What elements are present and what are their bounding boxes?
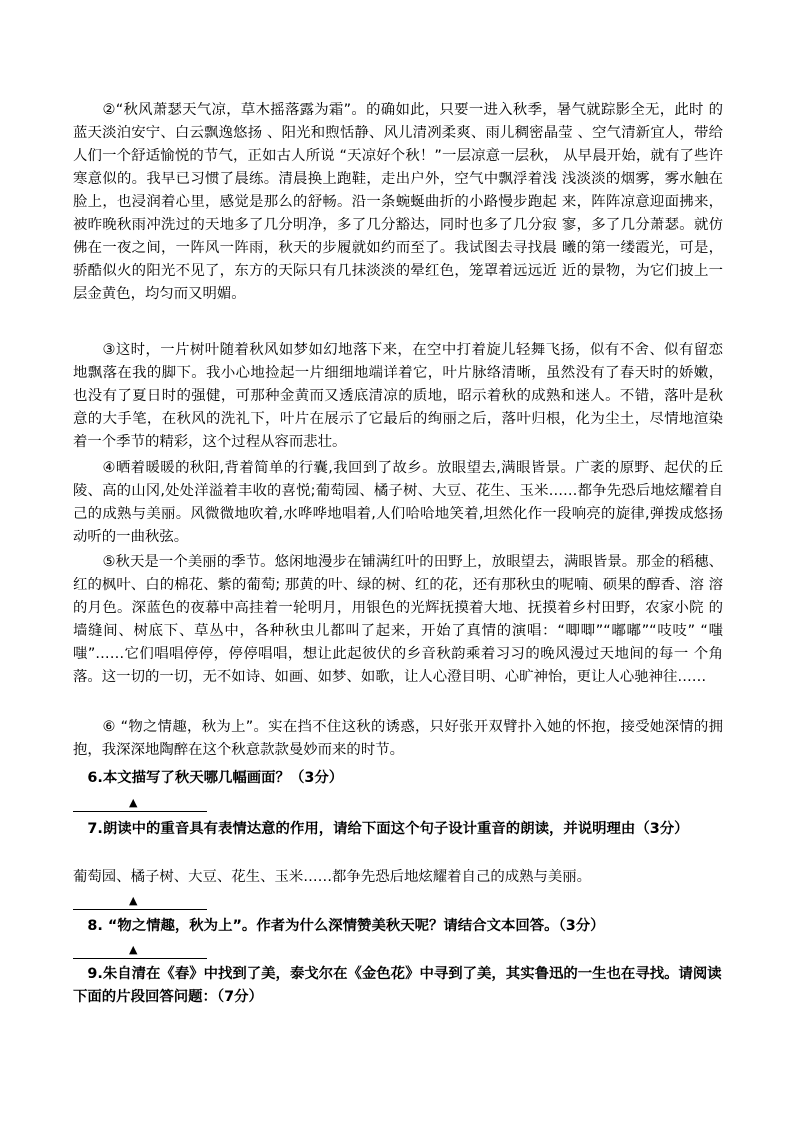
question-8: 8. “物之情趣，秋为上”。作者为什么深情赞美秋天呢？请结合文本回答。（3分） [87,918,605,934]
paragraph-2: ②“秋风萧瑟天气凉，草木摇落露为霜”。的确如此，只要一进入秋季，暑气就踪影全无，此时 的蓝天淡泊安宁、白云飘逸悠扬 、阳光和煦恬静、风儿清冽柔爽、雨儿稠密晶莹 、空气清新宜人，带给人们一个舒适愉悦的节气，正如古人所说 “天凉好个秋！”一层凉意一层秋， 从早晨开始，就有了些许寒意似的。我早已习惯了晨练。清晨换上跑鞋，走出户外，空气中飘浮着浅 浅淡淡的烟雾，雾水触在脸上，也浸润着心里，感觉是那么的舒畅。沿一条蜿蜒曲折的小路慢步跑起 来，阵阵凉意迎面拂来，被昨晚秋雨冲洗过的天地多了几分明净，多了几分豁达，同时也多了几分寂 寥，多了几分萧瑟。就仿佛在一夜之间，一阵风一阵雨，秋天的步履就如约而至了。我试图去寻找晨 曦的第一缕霞光，可是，骄酷似火的阳光不见了，东方的天际只有几抹淡淡的晕红色，笼罩着远远近 近的景物，为它们披上一层金黄色，均匀而又明媚。 [73,102,723,302]
answer-line-8[interactable] [73,944,207,959]
answer-line-6[interactable] [73,797,207,812]
answer-marker-icon: ▲ [129,894,138,907]
answer-line-7[interactable] [73,895,207,910]
paragraph-4: ④晒着暖暖的秋阳,背着简单的行囊,我回到了故乡。放眼望去,满眼皆景。广袤的原野、起伏的丘陵、高的山冈,处处洋溢着丰收的喜悦;葡萄园、橘子树、大豆、花生、玉米……都争先恐后地炫耀着自己的成熟与美丽。风微微地吹着,水哗哗地唱着,人们哈哈地笑着,坦然化作一段响亮的旋律,弹拨成悠扬动听的一曲秋弦。 [73,460,723,545]
question-6: 6.本文描写了秋天哪几幅画面？（3分） [87,770,344,786]
question-9: 9.朱自清在《春》中找到了美，泰戈尔在《金色花》中寻到了美，其实鲁迅的一生也在寻找。请阅读下面的片段回答问题：（7分） [73,966,722,1005]
question-7: 7.朗读中的重音具有表情达意的作用，请给下面这个句子设计重音的朗读，并说明理由（3分） [87,821,689,837]
question-7-sentence: 葡萄园、橘子树、大豆、花生、玉米……都争先恐后地炫耀着自己的成熟与美丽。 [73,869,592,885]
answer-marker-icon: ▲ [129,796,138,809]
paragraph-3: ③这时，一片树叶随着秋风如梦如幻地落下来，在空中打着旋儿轻舞飞扬，似有不舍、似有留恋 地飘落在我的脚下。我小心地捡起一片细细地端详着它，叶片脉络清晰，虽然没有了春天时的娇嫩， 也没有了夏日时的强健，可那种金黄而又透底清凉的质地，昭示着秋的成熟和迷人。不错，落叶是秋 意的大手笔，在秋风的洗礼下，叶片在展示了它最后的绚丽之后，落叶归根，化为尘土，尽情地渲染 着一个季节的精彩，这个过程从容而悲壮。 [73,342,723,450]
paragraph-5: ⑤秋天是一个美丽的季节。悠闲地漫步在铺满红叶的田野上，放眼望去，满眼皆景。那金的稻穗、 红的枫叶、白的棉花、紫的葡萄; 那黄的叶、绿的树、红的花，还有那秋虫的呢喃、硕果的醇香、溶 溶的月色。深蓝色的夜幕中高挂着一轮明月，用银色的光辉抚摸着大地、抚摸着乡村田野，农家小院 的墙缝间、树底下、草丛中，各种秋虫儿都叫了起来，开始了真情的演唱：“唧唧”“嘟嘟”“吱吱” “嗤嗤”……它们唱唱停停，停停唱唱，想让此起彼伏的乡音秋韵乘着习习的晚风漫过天地间的每一 个角落。这一切的一切，无不如诗、如画、如梦、如歌，让人心澄目明、心旷神怡，更让人心驰神往…… [73,554,723,685]
answer-marker-icon: ▲ [129,943,138,956]
paragraph-6: ⑥ “物之情趣，秋为上”。实在挡不住这秋的诱惑，只好张开双臂扑入她的怀抱，接受她深情的拥抱，我深深地陶醉在这个秋意款款曼妙而来的时节。 [73,719,723,758]
